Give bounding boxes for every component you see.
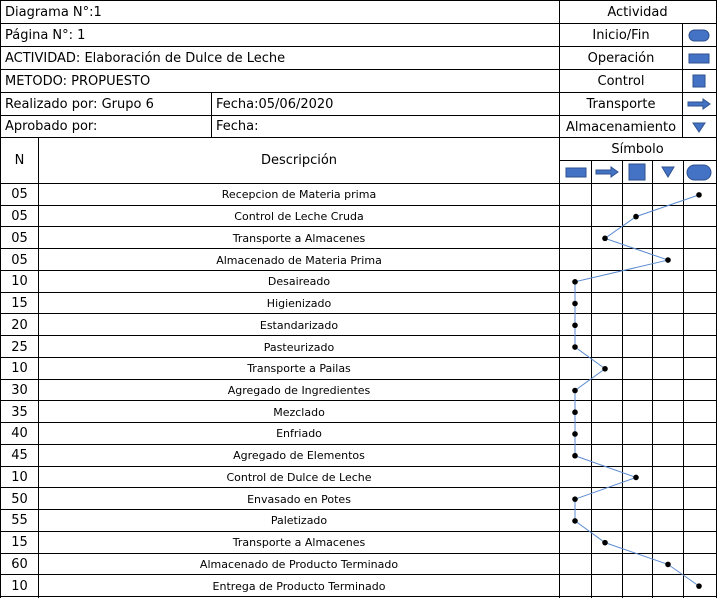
start-end-icon: [688, 29, 710, 42]
symbol-column-header: [591, 161, 622, 183]
flow-point: [602, 540, 608, 546]
column-symbol-header: Símbolo: [611, 141, 664, 157]
row-description: Mezclado: [273, 405, 325, 419]
grid-line: [0, 137, 716, 138]
transport-icon: [687, 97, 711, 111]
approval-date-label: Fecha:: [216, 119, 259, 134]
grid-line: [0, 292, 716, 293]
legend-icon-cell: [683, 24, 715, 46]
flow-point: [572, 409, 578, 415]
row-description: Recepcion de Materia prima: [221, 188, 377, 202]
grid-line: [0, 509, 716, 510]
control-icon: [628, 163, 646, 181]
legend-label: Transporte: [586, 96, 656, 112]
grid-line: [591, 160, 592, 598]
made-by-label: Realizado por: Grupo 6: [5, 96, 154, 112]
grid-line: [0, 422, 716, 423]
grid-line: [683, 160, 684, 598]
diagram-number: Diagrama N°:1: [5, 4, 102, 20]
column-n-header: N: [14, 153, 25, 168]
row-description: Agregado de Elementos: [233, 449, 365, 463]
row-number: 10: [11, 361, 28, 377]
row-number: 15: [11, 296, 28, 312]
row-number: 05: [11, 209, 28, 225]
row-number: 20: [11, 317, 28, 333]
flow-point: [665, 257, 671, 263]
row-number: 05: [11, 187, 28, 203]
flow-point: [696, 583, 702, 589]
row-description: Transporte a Almacenes: [232, 231, 366, 245]
row-number: 55: [11, 513, 28, 529]
grid-line: [0, 553, 716, 554]
flow-point: [665, 562, 671, 568]
row-description: Control de Dulce de Leche: [226, 470, 372, 484]
symbol-column-header: [560, 161, 591, 183]
grid-line: [0, 23, 716, 24]
operation-icon: [688, 52, 710, 65]
flow-point: [572, 301, 578, 307]
row-description: Transporte a Almacenes: [232, 536, 366, 550]
grid-line: [0, 466, 716, 467]
column-description-header: Descripción: [260, 153, 338, 168]
row-number: 25: [11, 339, 28, 355]
grid-line: [0, 531, 716, 532]
grid-line: [38, 137, 39, 598]
row-number: 10: [11, 274, 28, 290]
grid-line: [0, 357, 716, 358]
grid-line: [0, 0, 716, 1]
row-number: 35: [11, 404, 28, 420]
flow-point: [572, 388, 578, 394]
row-number: 60: [11, 556, 28, 572]
row-description: Pasteurizado: [263, 340, 335, 354]
grid-line: [0, 248, 716, 249]
grid-line: [0, 444, 716, 445]
flow-point: [572, 344, 578, 350]
row-number: 10: [11, 469, 28, 485]
legend-icon-cell: [683, 70, 715, 92]
grid-line: [0, 46, 716, 47]
symbol-column-header: [622, 161, 652, 183]
row-number: 15: [11, 535, 28, 551]
row-description: Enfriado: [276, 427, 322, 441]
row-description: Higienizado: [266, 297, 332, 311]
row-number: 50: [11, 491, 28, 507]
flow-point: [602, 366, 608, 372]
row-description: Agregado de Ingredientes: [227, 383, 371, 397]
flow-point: [572, 518, 578, 524]
flow-point: [572, 322, 578, 328]
row-number: 40: [11, 426, 28, 442]
row-description: Envasado en Potes: [247, 492, 351, 506]
flow-point: [633, 475, 639, 481]
control-icon: [692, 74, 706, 88]
row-description: Desaireado: [267, 275, 331, 289]
legend-label: Control: [597, 73, 645, 89]
grid-line: [560, 160, 716, 161]
grid-line: [0, 226, 716, 227]
grid-line: [682, 23, 683, 137]
legend-title: Actividad: [607, 4, 668, 20]
grid-line: [0, 574, 716, 575]
grid-line: [0, 400, 716, 401]
transport-icon: [595, 165, 619, 179]
date-label: Fecha:05/06/2020: [216, 96, 334, 112]
legend-icon-cell: [683, 93, 715, 115]
flow-point: [572, 279, 578, 285]
grid-line: [652, 160, 653, 598]
grid-line: [0, 183, 716, 184]
row-description: Estandarizado: [259, 318, 339, 332]
grid-line: [0, 115, 716, 116]
row-description: Paletizado: [270, 514, 328, 528]
row-description: Almacenado de Producto Terminado: [199, 557, 399, 571]
row-number: 30: [11, 382, 28, 398]
start-end-icon: [686, 164, 712, 181]
grid-line: [0, 92, 716, 93]
legend-label: Inicio/Fin: [592, 27, 650, 43]
page-number: Página N°: 1: [5, 27, 86, 43]
flow-point: [572, 453, 578, 459]
grid-line: [0, 335, 716, 336]
grid-line: [0, 313, 716, 314]
legend-icon-cell: [683, 116, 715, 138]
grid-line: [0, 69, 716, 70]
row-description: Transporte a Pailas: [247, 362, 351, 376]
legend-label: Almacenamiento: [565, 119, 677, 135]
row-number: 05: [11, 252, 28, 268]
row-number: 10: [11, 578, 28, 594]
row-description: Entrega de Producto Terminado: [212, 579, 386, 593]
grid-line: [211, 92, 212, 137]
symbol-column-header: [683, 161, 715, 183]
operation-icon: [565, 166, 587, 179]
row-number: 45: [11, 448, 28, 464]
flow-point: [633, 214, 639, 220]
row-description: Control de Leche Cruda: [234, 210, 364, 224]
legend-icon-cell: [683, 47, 715, 69]
method-label: METODO: PROPUESTO: [5, 73, 151, 89]
grid-line: [0, 596, 716, 597]
grid-line: [559, 0, 560, 598]
storage-icon: [692, 121, 706, 134]
symbol-column-header: [652, 161, 683, 183]
grid-line: [622, 160, 623, 598]
approved-by-label: Aprobado por:: [5, 119, 98, 134]
grid-line: [0, 205, 716, 206]
row-number: 05: [11, 230, 28, 246]
flow-point: [572, 496, 578, 502]
grid-line: [0, 379, 716, 380]
row-description: Almacenado de Materia Prima: [216, 253, 382, 267]
flow-line: [575, 195, 699, 586]
grid-line: [0, 270, 716, 271]
flow-point: [602, 236, 608, 242]
activity-title: ACTIVIDAD: Elaboración de Dulce de Leche: [5, 50, 286, 66]
grid-line: [0, 0, 1, 598]
flow-point: [572, 431, 578, 437]
storage-icon: [661, 165, 675, 179]
flow-point: [696, 192, 702, 198]
legend-label: Operación: [587, 50, 655, 66]
grid-line: [0, 487, 716, 488]
